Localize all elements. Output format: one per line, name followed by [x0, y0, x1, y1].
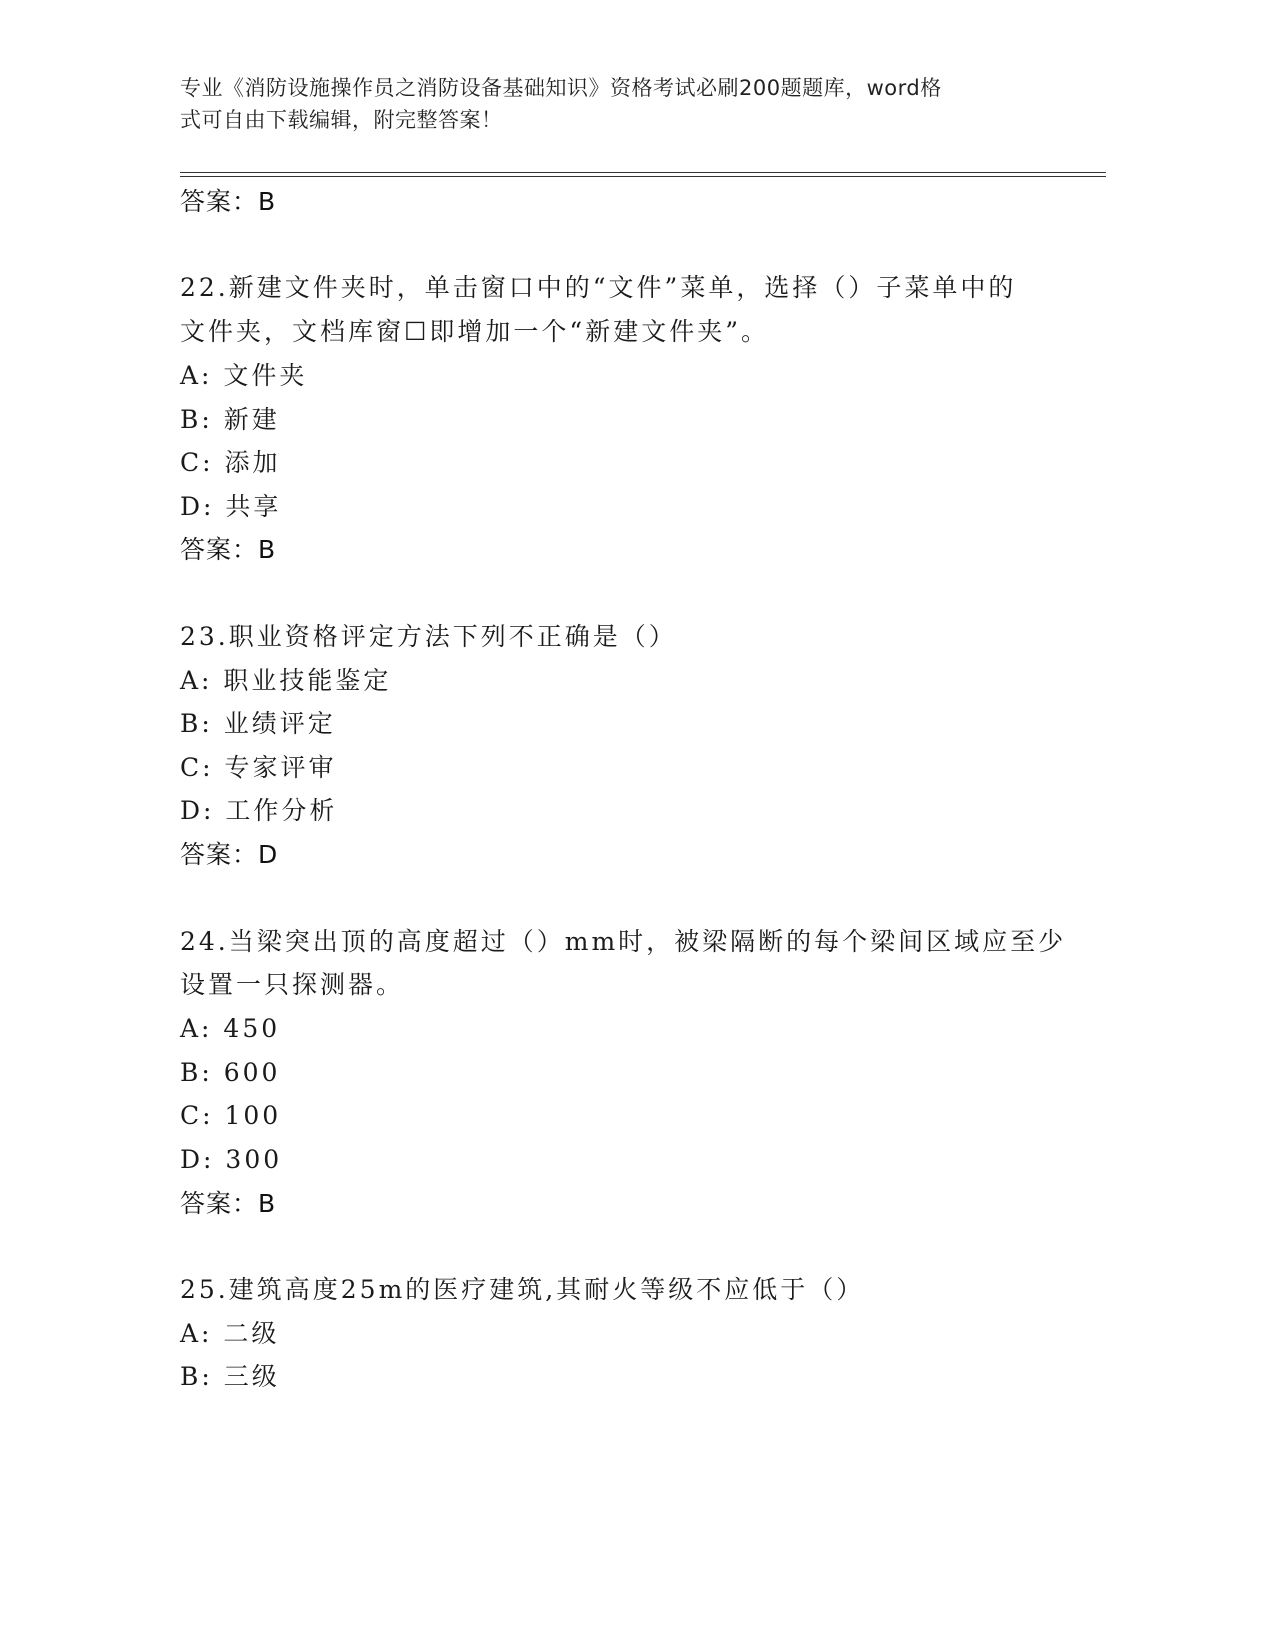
answer-prev: 答案：B: [180, 187, 277, 216]
question-23-option-d: D: 工作分析: [180, 796, 338, 825]
question-22-text-2: 文件夹，文档库窗☐即增加一个“新建文件夹”。: [180, 317, 769, 346]
question-22-text-1: 22.新建文件夹时，单击窗口中的“文件”菜单，选择（）子菜单中的: [180, 273, 1017, 302]
header-line-1: 专业《消防设施操作员之消防设备基础知识》资格考试必刷200题题库，word格: [180, 76, 942, 100]
question-23-answer: 答案：D: [180, 840, 279, 869]
header-divider-bottom: [180, 176, 1106, 177]
question-25-text-1: 25.建筑高度25m的医疗建筑,其耐火等级不应低于（）: [180, 1275, 865, 1304]
question-24-text-2: 设置一只探测器。: [180, 970, 405, 999]
question-24-answer: 答案：B: [180, 1189, 277, 1218]
question-24-option-d: D: 300: [180, 1145, 283, 1174]
question-25-option-a: A: 二级: [180, 1319, 280, 1348]
header-divider-top: [180, 172, 1106, 173]
question-22-option-b: B: 新建: [180, 405, 280, 434]
header-line-2: 式可自由下载编辑，附完整答案！: [180, 108, 503, 132]
question-23-option-b: B: 业绩评定: [180, 709, 336, 738]
document-header: [180, 72, 1040, 136]
question-22-answer: 答案：B: [180, 535, 277, 564]
question-22-option-c: C: 添加: [180, 448, 281, 477]
question-23-option-c: C: 专家评审: [180, 753, 337, 782]
question-22-option-a: A: 文件夹: [180, 361, 308, 390]
question-24-text-1: 24.当梁突出顶的高度超过（）mm时，被梁隔断的每个梁间区域应至少: [180, 927, 1067, 956]
question-23-option-a: A: 职业技能鉴定: [180, 666, 392, 695]
question-25-option-b: B: 三级: [180, 1362, 280, 1391]
question-24-option-a: A: 450: [180, 1014, 281, 1043]
question-24-option-b: B: 600: [180, 1058, 281, 1087]
question-24-option-c: C: 100: [180, 1101, 282, 1130]
question-22-option-d: D: 共享: [180, 492, 282, 521]
question-23-text-1: 23.职业资格评定方法下列不正确是（）: [180, 622, 677, 651]
